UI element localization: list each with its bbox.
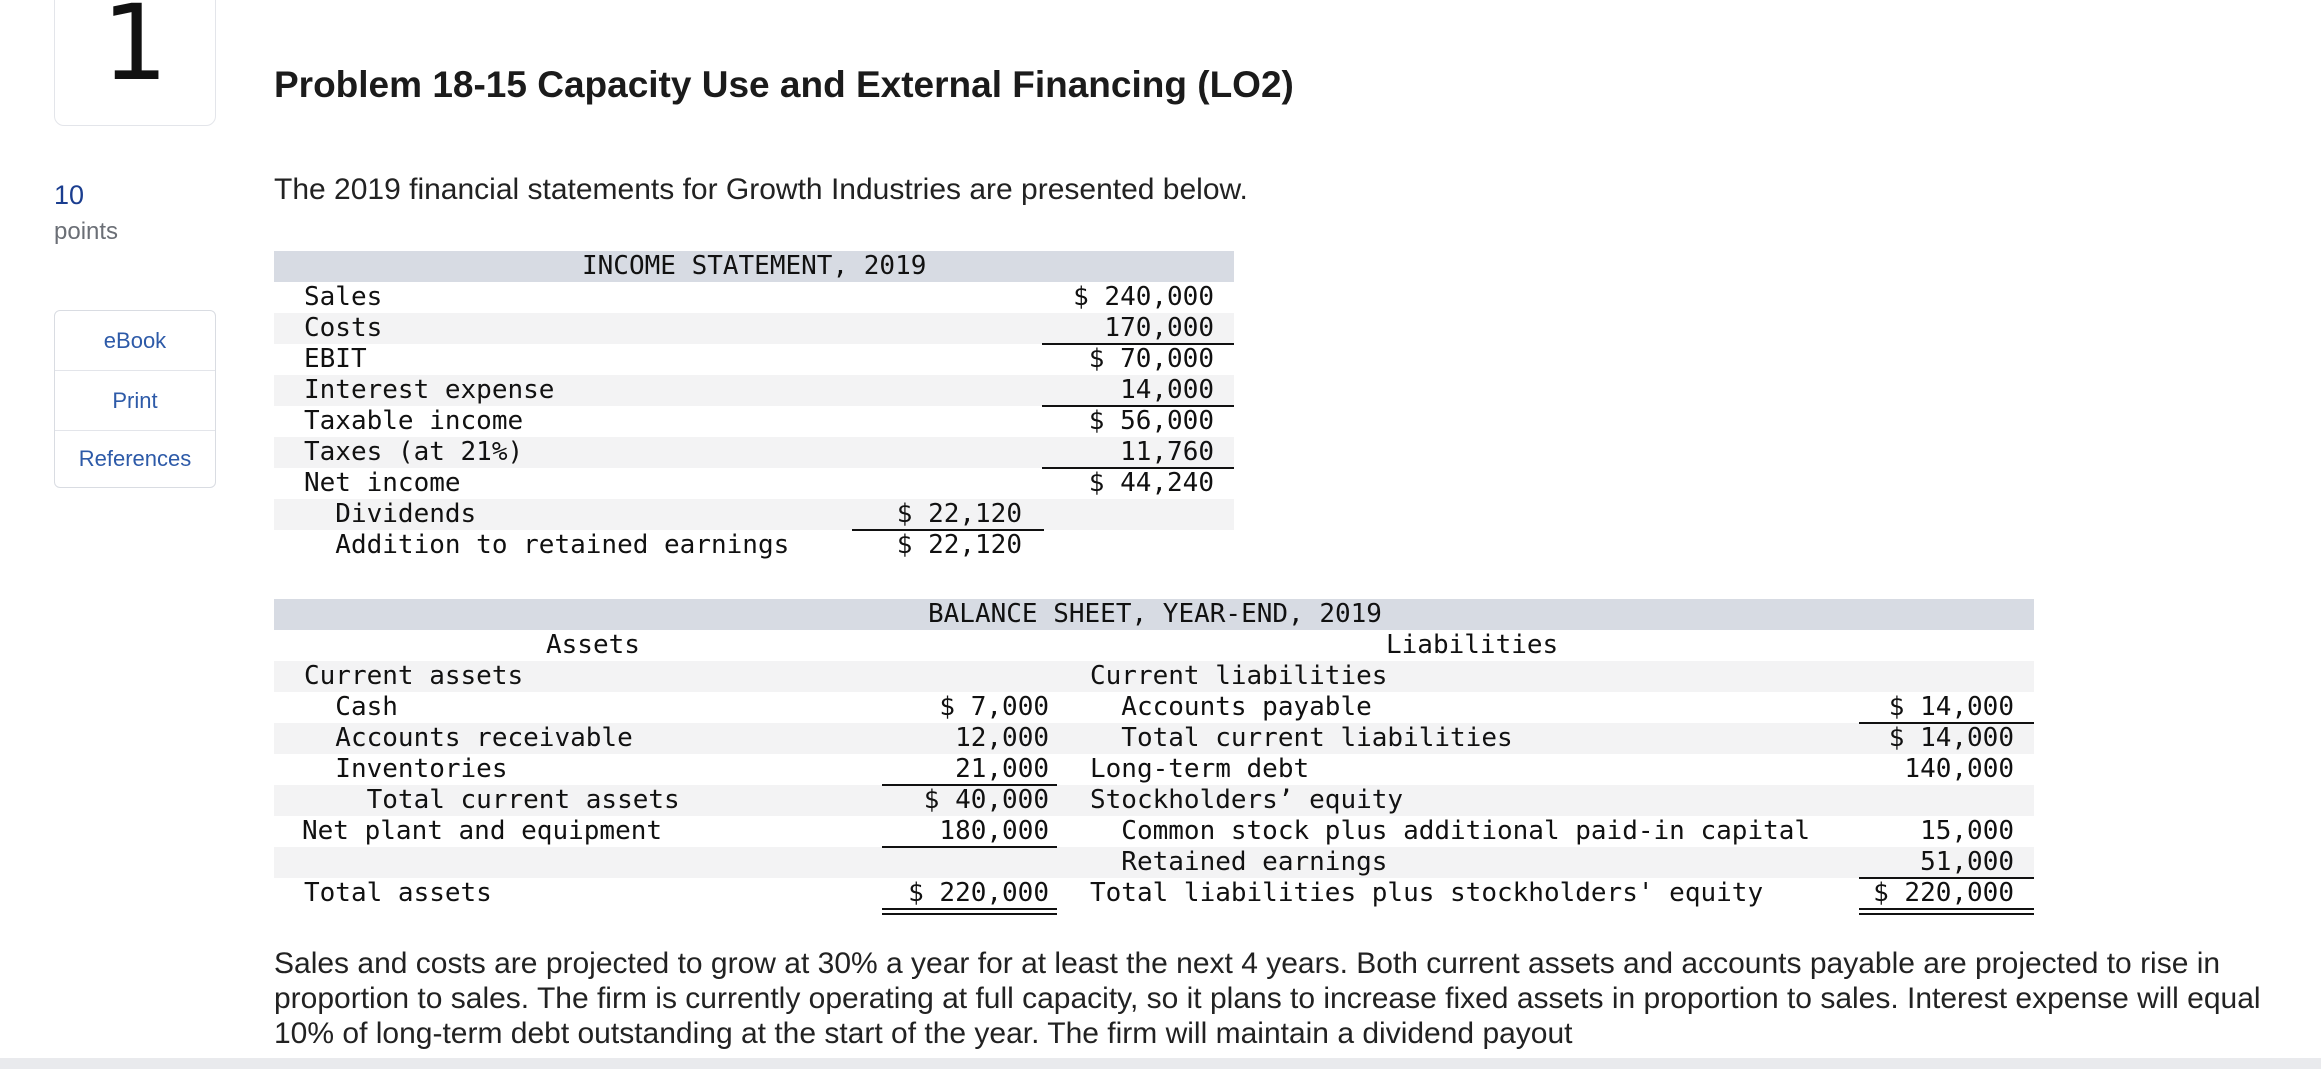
- references-link[interactable]: References: [78, 446, 192, 471]
- double-underline: [882, 908, 1057, 915]
- resource-links: [54, 310, 216, 488]
- balance-sheet-column-headers: [274, 630, 2034, 661]
- table-row: Taxable income $ 56,000: [304, 406, 1214, 436]
- assets-header: Assets: [546, 630, 640, 660]
- table-row: Cash $ 7,000 Accounts payable $ 14,000: [304, 692, 2014, 722]
- income-statement-table: [274, 251, 1234, 561]
- question-number: 1: [101, 0, 169, 104]
- underline: [1042, 467, 1234, 469]
- table-row: Sales $ 240,000: [304, 282, 1214, 312]
- question-number-box: [54, 0, 216, 126]
- print-link[interactable]: Print: [55, 371, 215, 431]
- ebook-link[interactable]: eBook: [55, 311, 215, 371]
- table-row: Net income $ 44,240: [304, 468, 1214, 498]
- intro-text: The 2019 financial statements for Growth Industries are presented below.: [274, 173, 1248, 206]
- income-statement-heading-row: [274, 251, 1234, 282]
- double-underline: [1859, 908, 2034, 915]
- problem-paragraph: Sales and costs are projected to grow at 30% a year for at least the next 4 years. Both current assets and accounts payable are projected to rise in proportion to sales. The firm is currently operating at full capacity, so it plans to increase fixed assets in proportion to sales. Interest expense will equal 10% of long-term debt outstanding at the start of the year. The firm will maintain a dividend payout: [274, 947, 2261, 1050]
- table-row: Net plant and equipment 180,000 Common stock plus additional paid-in capital 15,000: [302, 816, 2014, 846]
- table-row: Total assets $ 220,000 Total liabilities plus stockholders' equity $ 220,000: [304, 878, 2014, 908]
- balance-sheet-heading: BALANCE SHEET, YEAR-END, 2019: [928, 599, 1382, 629]
- underline: [882, 784, 1057, 786]
- points-value: 10: [54, 180, 85, 210]
- table-row: Interest expense 14,000: [274, 375, 1234, 406]
- table-row: Taxes (at 21%) 11,760: [274, 437, 1234, 468]
- underline: [852, 529, 1044, 531]
- problem-title: Problem 18-15 Capacity Use and External Financing (LO2): [274, 64, 1294, 105]
- underline: [882, 846, 1057, 848]
- table-row: Costs 170,000: [274, 313, 1234, 344]
- points-label: points: [54, 218, 119, 245]
- income-statement-heading: INCOME STATEMENT, 2019: [582, 251, 927, 281]
- underline: [1859, 722, 2034, 724]
- liabilities-header: Liabilities: [1386, 630, 1559, 660]
- balance-sheet-heading-row: [274, 599, 2034, 630]
- bottom-divider: [0, 1058, 2321, 1069]
- underline: [1042, 343, 1234, 345]
- underline: [1042, 405, 1234, 407]
- balance-sheet-table: [274, 599, 2034, 909]
- underline: [1859, 877, 2034, 879]
- table-row: Addition to retained earnings $ 22,120: [304, 530, 1022, 560]
- table-row: Current assets Current liabilities: [274, 661, 2034, 692]
- table-row: Total current assets $ 40,000 Stockholders’ equity: [274, 785, 2034, 816]
- table-row: Retained earnings 51,000: [274, 847, 2034, 878]
- table-row: EBIT $ 70,000: [304, 344, 1214, 374]
- table-row: Dividends $ 22,120: [274, 499, 1234, 530]
- table-row: Inventories 21,000 Long-term debt 140,000: [304, 754, 2014, 784]
- table-row: Accounts receivable 12,000 Total current liabilities $ 14,000: [274, 723, 2034, 754]
